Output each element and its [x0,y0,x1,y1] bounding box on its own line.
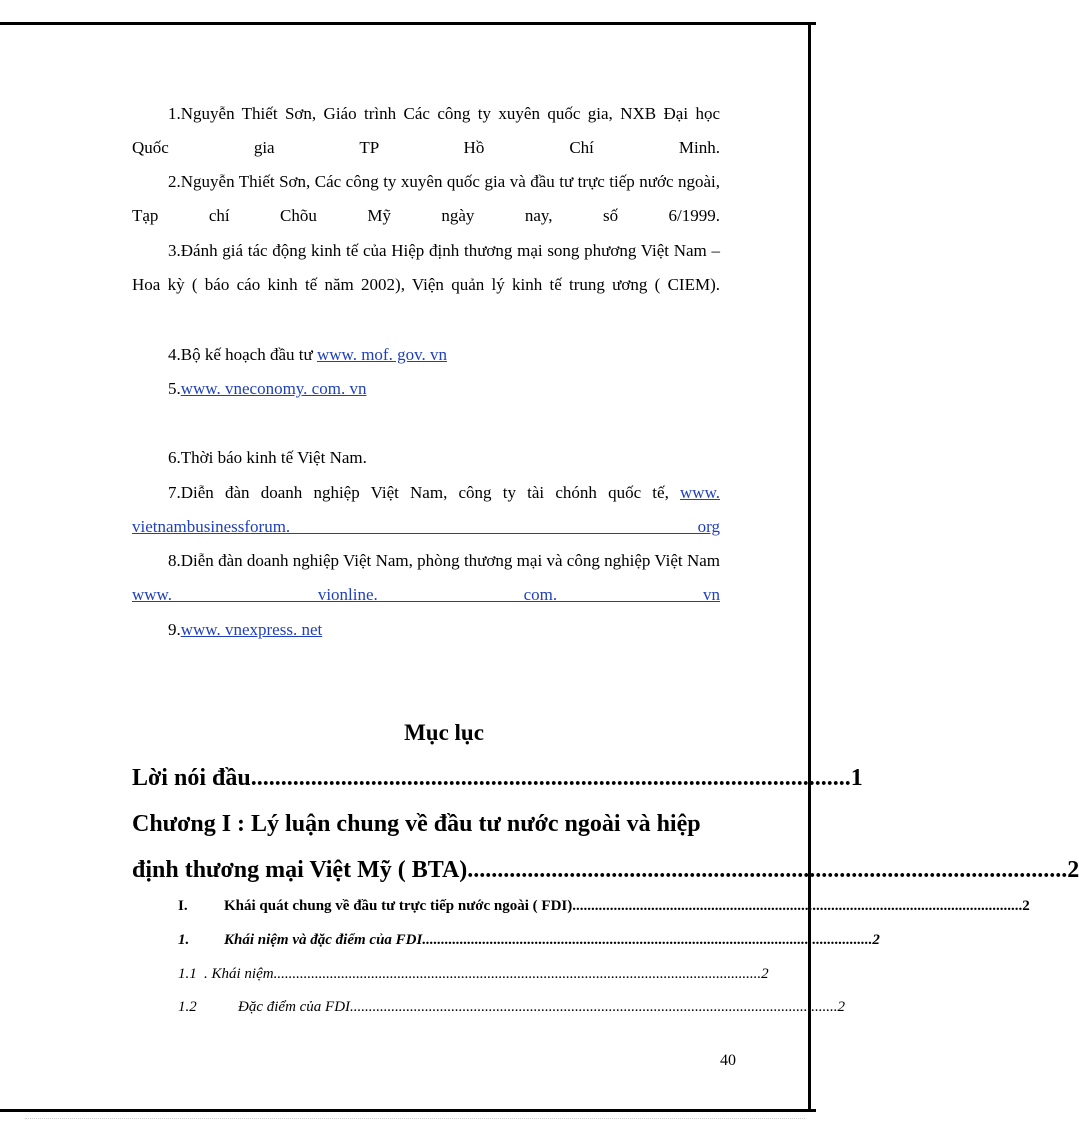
toc-item-1-1-page: 2 [761,966,769,982]
toc-item-1-2[interactable] [178,999,846,1016]
toc-chapter-1[interactable] [132,802,1079,892]
toc-leader-dots: .................................................................................................................................. [350,999,838,1015]
toc-item-1-2-page: 2 [837,999,846,1015]
toc-subsection-1[interactable] [178,932,880,949]
toc-section-1[interactable] [178,898,1030,915]
toc-section-1-number: I. [178,898,188,914]
dotted-footer-line [25,1118,805,1119]
toc-item-1-2-label: Đặc điểm của FDI [238,999,351,1015]
page-number: 40 [720,1052,736,1069]
toc-chapter-1-line2: định thương mại Việt Mỹ ( BTA) [132,857,468,883]
toc-title: Mục lục [404,720,484,745]
toc-item-1-1-number: 1.1 [178,966,197,982]
toc-leader-dots: .................................................................................................................................. [273,966,762,982]
toc-preface-page: 1 [850,765,863,791]
toc-chapter-1-page: 2 [1067,857,1079,883]
reference-1: 1.Nguyễn Thiết Sơn, Giáo trình Các công ty xuyên quốc gia, NXB Đại học Quốc gia TP Hồ Chí Minh. [132,104,720,157]
toc-item-1-1[interactable] [178,966,769,983]
toc-leader-dots: ........................................................................................................................ [572,898,1023,914]
toc-preface[interactable] [132,756,863,800]
toc-item-1-2-number: 1.2 [178,999,197,1015]
reference-5-link[interactable]: www. vneconomy. com. vn [180,379,367,398]
page-border-bottom [0,1109,816,1112]
reference-5: 5.www. vneconomy. com. vn [168,379,367,398]
toc-leader-dots: ........................................................................................................................ [422,932,873,948]
reference-4-link[interactable]: www. mof. gov. vn [316,345,447,364]
reference-9-link[interactable]: www. vnexpress. net [180,620,323,639]
reference-2: 2.Nguyễn Thiết Sơn, Các công ty xuyên quốc gia và đầu tư trực tiếp nước ngoài, Tạp chí Chõu Mỹ ngày nay, số 6/1999. [132,172,720,225]
toc-subsection-1-page: 2 [872,932,880,948]
reference-9: 9.www. vnexpress. net [168,620,323,639]
reference-8: 8.Diễn đàn doanh nghiệp Việt Nam, phòng thương mại và công nghiệp Việt Nam www. vionline. com. vn [132,551,720,604]
toc-chapter-1-line1: Chương I : Lý luận chung về đầu tư nước ngoài và hiệp [132,811,701,837]
toc-leader-dots: .................................................................................................... [250,765,851,791]
toc-section-1-page: 2 [1022,898,1030,914]
reference-8-link[interactable]: www. vionline. com. vn [132,585,720,604]
toc-item-1-1-label: . Khái niệm [204,966,274,982]
page-border-top [0,22,816,25]
toc-leader-dots: .................................................................................................... [467,857,1068,883]
toc-preface-label: Lời nói đầu [132,765,251,791]
toc-subsection-1-number: 1. [178,932,190,948]
reference-3: 3.Đánh giá tác động kinh tế của Hiệp định thương mại song phương Việt Nam – Hoa kỳ ( báo cáo kinh tế năm 2002), Viện quản lý kinh tế trung ương ( CIEM). [132,241,720,294]
reference-6: 6.Thời báo kinh tế Việt Nam. [168,448,367,467]
reference-7-link[interactable]: www. vietnambusinessforum. org [132,483,720,536]
toc-subsection-1-label: Khái niệm và đặc điểm của FDI [224,932,423,948]
reference-7: 7.Diễn đàn doanh nghiệp Việt Nam, công ty tài chónh quốc tế, www. vietnambusinessforum. org [132,483,720,536]
toc-section-1-label: Khái quát chung về đầu tư trực tiếp nước ngoài ( FDI) [224,898,573,914]
reference-4: 4.Bộ kế hoạch đầu tư www. mof. gov. vn [168,345,447,364]
